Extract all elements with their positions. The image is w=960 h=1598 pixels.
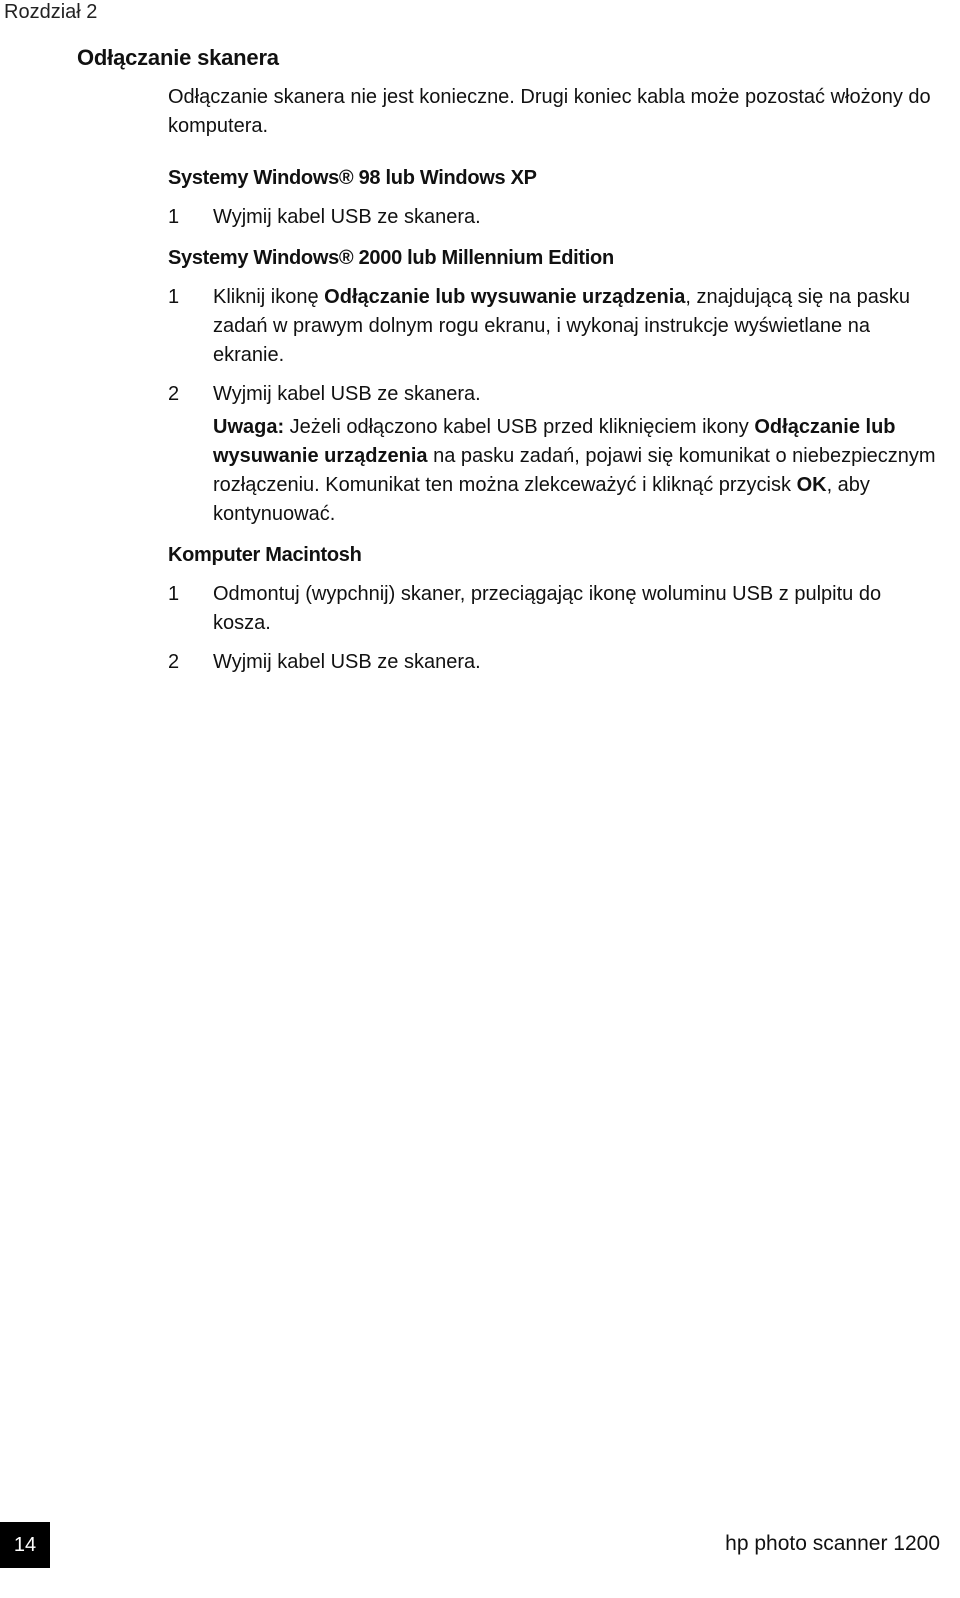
win2000-step-1 <box>168 283 940 370</box>
ui-element-name: Odłączanie lub wysuwanie urządzenia <box>213 416 896 467</box>
step-text: Wyjmij kabel USB ze skanera. <box>213 651 481 673</box>
win98-heading: Systemy Windows® 98 lub Windows XP <box>168 167 537 189</box>
mac-heading: Komputer Macintosh <box>168 544 362 566</box>
step-text: Odmontuj (wypchnij) skaner, przeciągając ikonę woluminu USB z pulpitu do kosza. <box>213 583 882 634</box>
step-text: Wyjmij kabel USB ze skanera. <box>213 383 481 405</box>
win98-step-1 <box>168 203 940 232</box>
note-label: Uwaga: <box>213 416 285 438</box>
chapter-label: Rozdział 2 <box>4 1 98 23</box>
win2000-heading: Systemy Windows® 2000 lub Millennium Edition <box>168 247 614 269</box>
note-paragraph <box>213 413 940 529</box>
step-number: 2 <box>168 651 180 673</box>
product-name: hp photo scanner 1200 <box>725 1532 940 1555</box>
step-text-part: Kliknij ikonę <box>213 286 325 308</box>
mac-step-1 <box>168 580 940 638</box>
step-text <box>213 283 940 370</box>
win2000-step-2 <box>168 380 940 409</box>
note-text-part: Jeżeli odłączono kabel USB przed kliknięciem ikony <box>284 416 755 438</box>
section-title: Odłączanie skanera <box>77 45 279 70</box>
page-number: 14 <box>0 1522 50 1568</box>
mac-step-2 <box>168 648 940 677</box>
step-number: 1 <box>168 583 180 605</box>
step-number: 1 <box>168 286 180 308</box>
intro-paragraph: Odłączanie skanera nie jest konieczne. Drugi koniec kabla może pozostać włożony do komputera. <box>168 86 931 137</box>
step-text-part: , znajdującą się na pasku zadań w prawym dolnym rogu ekranu, i wykonaj instrukcje wyświetlane na ekranie. <box>213 286 910 366</box>
note-text-part: na pasku zadań, pojawi się komunikat o niebezpiecznym rozłączeniu. Komunikat ten można zlekceważyć i kliknąć przycisk <box>213 445 936 496</box>
ok-button-name: OK <box>796 474 827 496</box>
step-number: 1 <box>168 206 180 228</box>
step-number: 2 <box>168 383 180 405</box>
ui-element-name: Odłączanie lub wysuwanie urządzenia <box>324 286 686 308</box>
step-text: Wyjmij kabel USB ze skanera. <box>213 206 481 228</box>
note-text-part: , aby kontynuować. <box>213 474 870 525</box>
main-content <box>168 83 940 677</box>
